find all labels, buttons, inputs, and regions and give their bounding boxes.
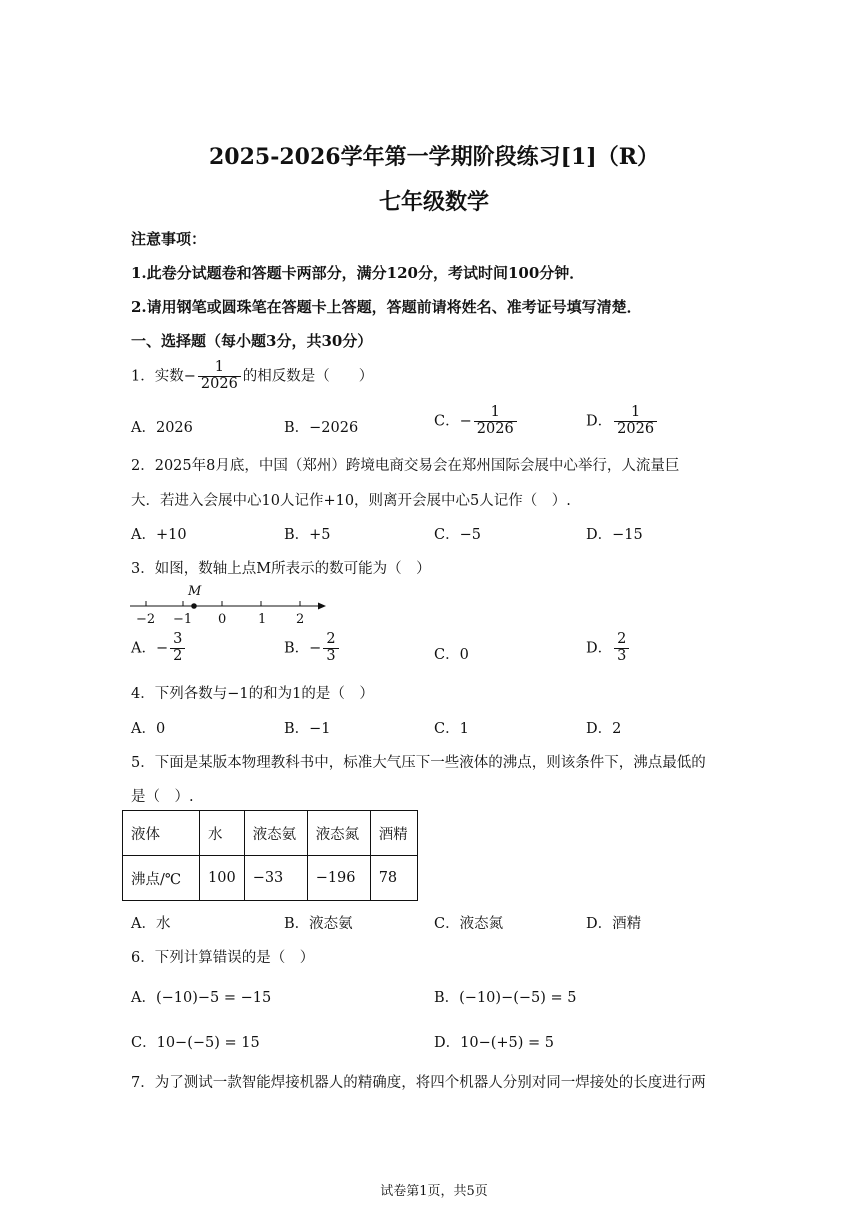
q2-option-d[interactable]: D．−15	[586, 527, 643, 543]
tick-label: 0	[218, 612, 227, 627]
point-m	[191, 603, 197, 609]
q3-option-d[interactable]: D． $\frac{2}{3}$	[586, 632, 631, 665]
q5-option-c[interactable]: C．液态氮	[434, 916, 504, 932]
q4-option-c[interactable]: C．1	[434, 721, 469, 737]
tick-label: −2	[136, 612, 156, 627]
page-footer: 试卷第1页，共5页	[380, 1184, 488, 1199]
question-2-line-1: 2．2025年8月底，中国（郑州）跨境电商交易会在郑州国际会展中心举行，人流量巨	[131, 458, 680, 474]
table-cell: 酒精	[370, 811, 417, 856]
q3-option-b[interactable]: B．− $\frac{2}{3}$	[284, 632, 341, 665]
boiling-point-table	[122, 810, 418, 901]
q2-option-c[interactable]: C．−5	[434, 527, 481, 543]
tick-label: −1	[173, 612, 193, 627]
exam-title: 2025-2026学年第一学期阶段练习[1]（R）	[208, 144, 659, 170]
q3-option-c[interactable]: C．0	[434, 647, 469, 663]
table-cell: 100	[200, 856, 245, 901]
section-1-heading: 一、选择题（每小题3分，共30分）	[131, 332, 373, 350]
q6-option-d[interactable]: D．10−(+5) = 5	[434, 1035, 555, 1051]
q2-option-a[interactable]: A．+10	[131, 527, 187, 543]
question-3: 3．如图，数轴上点M所表示的数可能为（ ）	[131, 561, 431, 577]
q1-option-a[interactable]: A．2026	[131, 420, 193, 436]
point-m-label: M	[188, 584, 202, 599]
q6-option-b[interactable]: B．(−10)−(−5) = 5	[434, 990, 577, 1006]
table-cell: 沸点/℃	[123, 856, 200, 901]
table-row	[123, 811, 418, 856]
q2-option-b[interactable]: B．+5	[284, 527, 331, 543]
number-line	[128, 580, 338, 628]
notice-item-2: 2.请用钢笔或圆珠笔在答题卡上答题，答题前请将姓名、准考证号填写清楚．	[131, 298, 642, 316]
tick-label: 1	[258, 612, 267, 627]
notice-heading: 注意事项：	[131, 230, 207, 248]
question-7-line-1: 7．为了测试一款智能焊接机器人的精确度，将四个机器人分别对同一焊接处的长度进行两	[131, 1075, 706, 1091]
question-5-line-1: 5．下面是某版本物理教科书中，标准大气压下一些液体的沸点，则该条件下，沸点最低的	[131, 755, 706, 771]
q1-option-d[interactable]: D． $\frac{1}{2026}$	[586, 405, 659, 438]
q3-option-a[interactable]: A．− $\frac{3}{2}$	[131, 632, 187, 665]
q4-option-a[interactable]: A．0	[131, 721, 166, 737]
q1-option-c[interactable]: C．− $\frac{1}{2026}$	[434, 405, 519, 438]
q5-option-b[interactable]: B．液态氨	[284, 916, 353, 932]
q5-option-a[interactable]: A．水	[131, 916, 171, 932]
q6-option-a[interactable]: A．(−10)−5 = −15	[131, 990, 272, 1006]
notice-item-1: 1.此卷分试题卷和答题卡两部分，满分120分，考试时间100分钟．	[131, 264, 585, 282]
tick-label: 2	[296, 612, 305, 627]
table-cell: −33	[244, 856, 307, 901]
table-cell: 78	[370, 856, 417, 901]
table-row	[123, 856, 418, 901]
table-cell: −196	[307, 856, 370, 901]
question-6: 6．下列计算错误的是（ ）	[131, 950, 315, 966]
table-cell: 液态氨	[244, 811, 307, 856]
fraction: $\frac{1}{2026}$	[198, 360, 241, 393]
exam-subtitle: 七年级数学	[378, 189, 489, 215]
q5-option-d[interactable]: D．酒精	[586, 916, 642, 932]
question-2-line-2: 大．若进入会展中心10人记作+10，则离开会展中心5人记作（ ）.	[131, 493, 571, 509]
q6-option-c[interactable]: C．10−(−5) = 15	[131, 1035, 260, 1051]
q4-option-b[interactable]: B．−1	[284, 721, 331, 737]
question-1: 1．实数− $\frac{1}{2026}$ 的相反数是（ ）	[131, 359, 374, 392]
table-cell: 液态氮	[307, 811, 370, 856]
table-cell: 液体	[123, 811, 200, 856]
question-5-line-2: 是（ ）.	[131, 789, 194, 805]
q4-option-d[interactable]: D．2	[586, 721, 622, 737]
arrow-icon	[318, 603, 326, 610]
question-4: 4．下列各数与−1的和为1的是（ ）	[131, 686, 374, 702]
table-cell: 水	[200, 811, 245, 856]
q1-option-b[interactable]: B．−2026	[284, 420, 359, 436]
